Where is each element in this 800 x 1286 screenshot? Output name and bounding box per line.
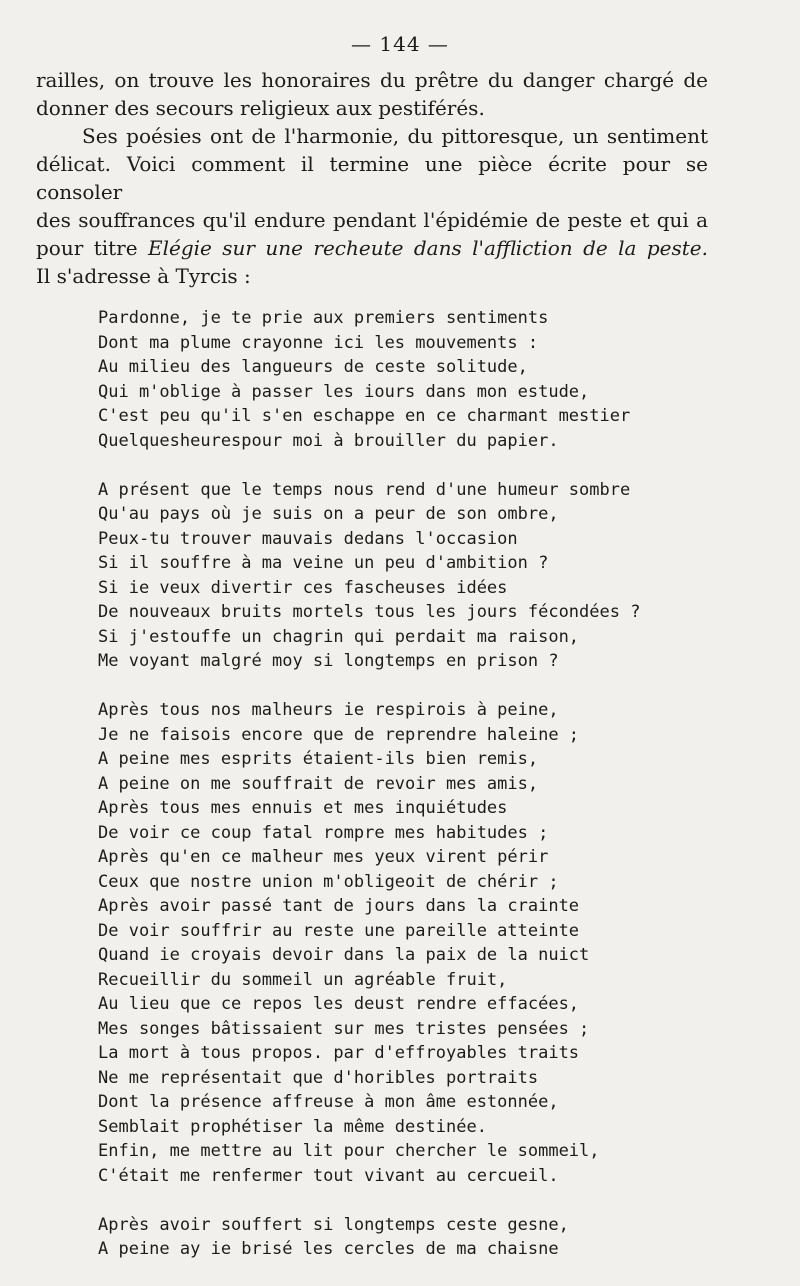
verse-line: Si ie veux divertir ces fascheuses idées [98, 577, 508, 598]
prose-line: Ses poésies ont de l'harmonie, du pittoresque, un sentiment [82, 124, 708, 148]
verse-line: Quand ie croyais devoir dans la paix de la nuict [98, 945, 590, 965]
verse-line: Après tous mes ennuis et mes inquiétudes [98, 798, 508, 818]
verse-line: Je ne faisois encore que de reprendre haleine ; [98, 724, 580, 745]
verse-line: Après avoir passé tant de jours dans la crainte [98, 896, 580, 916]
verse-line: Semblait prophétiser la même destinée. [98, 1116, 487, 1137]
verse-line: La mort à tous propos. par d'effroyables traits [98, 1043, 580, 1063]
verse-line: Dont la présence affreuse à mon âme estonnée, [98, 1092, 559, 1112]
verse-line: Après qu'en ce malheur mes yeux virent périr [98, 847, 549, 867]
paragraph-1 [36, 66, 708, 122]
prose-line: Il s'adresse à Tyrcis : [36, 264, 251, 288]
verse-line: Qui m'oblige à passer les iours dans mon estude, [98, 381, 590, 402]
stanza-1 [98, 306, 631, 453]
prose-line: railles, on trouve les honoraires du prêtre du danger chargé de [36, 68, 708, 92]
verse-line: Qu'au pays où je suis on a peur de son ombre, [98, 504, 559, 524]
prose-line: des souffrances qu'il endure pendant l'épidémie de peste et qui a [36, 208, 708, 232]
verse-line: Après tous nos malheurs ie respirois à peine, [98, 700, 559, 720]
verse-line: Enfin, me mettre au lit pour chercher le sommeil, [98, 1141, 600, 1161]
verse-line: A peine mes esprits étaient-ils bien remis, [98, 749, 539, 769]
verse-line: Quelquesheurespour moi à brouiller du papier. [98, 430, 559, 451]
poem [98, 306, 641, 1286]
verse-line: C'était me renfermer tout vivant au cercueil. [98, 1165, 559, 1186]
verse-line: A peine ay ie brisé les cercles de ma chaisne [98, 1239, 559, 1259]
verse-line: De nouveaux bruits mortels tous les jours fécondées ? [98, 602, 641, 622]
paragraph-2 [36, 122, 708, 290]
stanza-2 [98, 478, 641, 674]
verse-line: Me voyant malgré moy si longtemps en prison ? [98, 651, 559, 671]
verse-line: A présent que le temps nous rend d'une humeur sombre [98, 479, 631, 500]
prose-body [36, 66, 708, 290]
prose-line: donner des secours religieux aux pestiférés. [36, 96, 485, 120]
title-prefix: pour titre [36, 236, 148, 260]
verse-line: Au lieu que ce repos les deust rendre effacées, [98, 994, 580, 1014]
verse-line: Après avoir souffert si longtemps ceste gesne, [98, 1214, 569, 1235]
verse-line: C'est peu qu'il s'en eschappe en ce charmant mestier [98, 406, 631, 426]
verse-line: Pardonne, je te prie aux premiers sentiments [98, 308, 549, 328]
stanza-4 [98, 1213, 618, 1262]
verse-line: Si il souffre à ma veine un peu d'ambition ? [98, 553, 549, 573]
verse-line: Dont ma plume crayonne ici les mouvements : [98, 332, 539, 353]
verse-line: Peux-tu trouver mauvais dedans l'occasion [98, 528, 518, 549]
verse-line: De voir ce coup fatal rompre mes habitudes ; [98, 822, 549, 843]
verse-line: Au milieu des langueurs de ceste solitude, [98, 357, 528, 377]
page-number: — 144 — [351, 32, 449, 56]
verse-line: Mes songes bâtissaient sur mes tristes pensées ; [98, 1018, 590, 1039]
verse-line: De voir souffrir au reste une pareille atteinte [98, 920, 580, 941]
verse-line: Si j'estouffe un chagrin qui perdait ma raison, [98, 626, 580, 647]
stanza-3 [98, 698, 618, 1188]
verse-line: Ceux que nostre union m'obligeoit de chérir ; [98, 871, 559, 892]
prose-line: délicat. Voici comment il termine une pièce écrite pour se consoler [36, 152, 708, 204]
prose-line-title [36, 234, 708, 262]
elegy-title: Elégie sur une recheute dans l'affliction de la peste. [147, 236, 708, 260]
verse-line: Recueillir du sommeil un agréable fruit, [98, 969, 508, 990]
verse-line: Ne me représentait que d'horibles portraits [98, 1067, 539, 1088]
verse-line: A peine on me souffrait de revoir mes amis, [98, 773, 539, 794]
